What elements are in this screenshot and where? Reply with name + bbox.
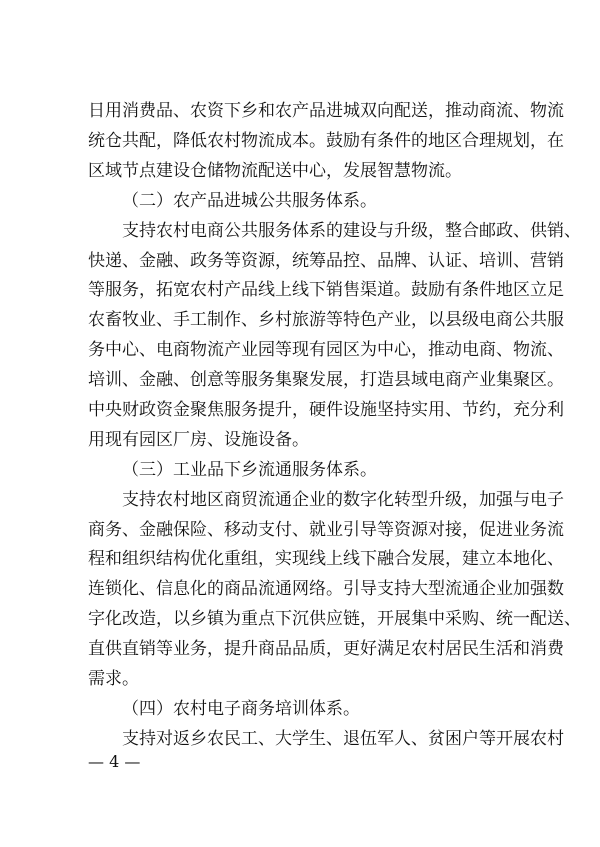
paragraph-line: 需求。 [88, 669, 139, 689]
paragraph-line: 程和组织结构优化重组，实现线上线下融合发展，建立本地化、 [88, 549, 564, 569]
section-heading: （二）农产品进城公共服务体系。 [122, 191, 377, 211]
paragraph-line: 支持对返乡农民工、大学生、退伍军人、贫困户等开展农村 [122, 729, 564, 749]
paragraph-line: 农畜牧业、手工制作、乡村旅游等特色产业，以县级电商公共服 [88, 310, 564, 330]
paragraph-line: 连锁化、信息化的商品流通网络。引导支持大型流通企业加强数 [88, 579, 564, 599]
paragraph-line: 中央财政资金聚焦服务提升，硬件设施坚持实用、节约，充分利 [88, 400, 564, 420]
paragraph-line: 字化改造，以乡镇为重点下沉供应链，开展集中采购、统一配送、 [88, 609, 581, 629]
paragraph-line: 区域节点建设仓储物流配送中心，发展智慧物流。 [88, 161, 462, 181]
paragraph-line: 务中心、电商物流产业园等现有园区为中心，推动电商、物流、 [88, 340, 564, 360]
paragraph-line: 快递、金融、政务等资源，统筹品控、品牌、认证、培训、营销 [88, 251, 564, 271]
paragraph-line: 支持农村电商公共服务体系的建设与升级，整合邮政、供销、 [122, 221, 581, 241]
paragraph-line: 日用消费品、农资下乡和农产品进城双向配送，推动商流、物流 [88, 101, 564, 121]
section-heading: （三）工业品下乡流通服务体系。 [122, 460, 377, 480]
page-number: — 4 — [88, 752, 141, 771]
section-heading: （四）农村电子商务培训体系。 [122, 699, 360, 719]
paragraph-line: 培训、金融、创意等服务集聚发展，打造县域电商产业集聚区。 [88, 370, 564, 390]
paragraph-line: 商务、金融保险、移动支付、就业引导等资源对接，促进业务流 [88, 520, 564, 540]
paragraph-line: 统仓共配，降低农村物流成本。鼓励有条件的地区合理规划，在 [88, 131, 564, 151]
paragraph-line: 等服务，拓宽农村产品线上线下销售渠道。鼓励有条件地区立足 [88, 280, 564, 300]
paragraph-line: 直供直销等业务，提升商品品质，更好满足农村居民生活和消费 [88, 639, 564, 659]
paragraph-line: 支持农村地区商贸流通企业的数字化转型升级，加强与电子 [122, 490, 564, 510]
paragraph-line: 用现有园区厂房、设施设备。 [88, 430, 309, 450]
